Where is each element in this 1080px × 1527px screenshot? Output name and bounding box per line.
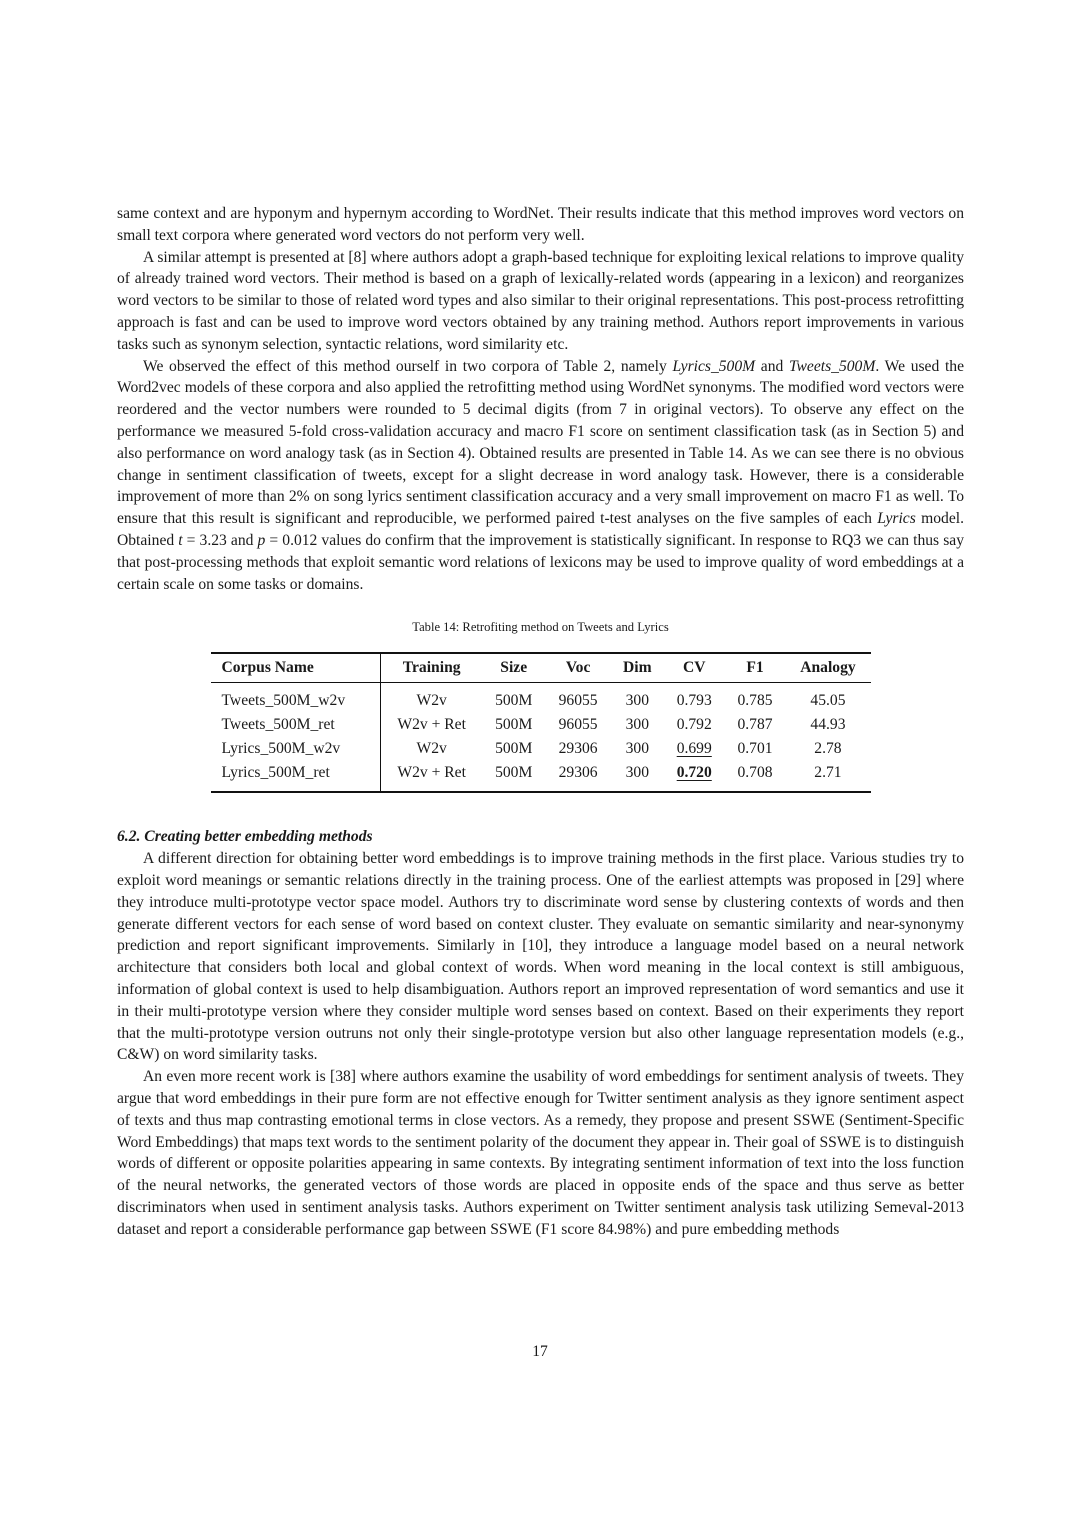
table-header-row <box>211 653 871 683</box>
table-row <box>211 713 871 737</box>
paragraph-continuation: same context and are hyponym and hypernym according to WordNet. Their results indicate that this method improves word vectors on small text corpora where generated word vectors do not perform very well. <box>117 205 964 244</box>
section-heading: 6.2. Creating better embedding methods <box>117 828 373 846</box>
cell-f1: 0.708 <box>737 764 773 782</box>
paragraph-better-methods: A different direction for obtaining better word embeddings is to improve training methods in the first place. Various studies try to exploit word meanings or semantic relations directly in the training process. One of the earliest attempts was proposed in [29] where they introduce multi-prototype vector space model. Authors try to discriminate word sense by clustering contexts of words and then generate different vectors for each sense of word based on context cluster. They evaluate on semantic similarity and near-synonymy prediction and report significant improvements. Similarly in [10], they introduce a language model based on a neural network architecture that considers both local and global context of words. When word meaning in the local context is still ambiguous, information of global context is used to help disambiguation. Authors report an improved representation of word semantics and use it in their multi-prototype version where they consider multiple word senses based on context. Based on their experiments they report that the multi-prototype version outruns not only their single-prototype version but also other language representation models (e.g., C&W) on word similarity tasks. <box>117 850 964 1064</box>
cell-training: W2v <box>416 740 447 758</box>
text-run: and <box>755 357 789 375</box>
header-corpus-name: Corpus Name <box>211 653 381 683</box>
cell-cv <box>664 761 725 792</box>
page-number: 17 <box>532 1343 548 1360</box>
p-variable: p <box>257 531 266 549</box>
cell-f1: 0.785 <box>737 692 773 710</box>
cell-training: W2v + Ret <box>397 716 466 734</box>
cell-dim: 300 <box>625 692 650 710</box>
paragraph-retrofitting-related-work: A similar attempt is presented at [8] where authors adopt a graph-based technique for exploiting lexical relations to improve quality of already trained word vectors. Their method is based on a graph of lexically-related words (appearing in a lexicon) and reorganizes word vectors to be similar to those of related word types and also similar to their original representations. This post-process retrofitting approach is fast and can be used to improve word vectors obtained by any training method. Authors report improvements in various tasks such as synonym selection, syntactic relations, word similarity etc. <box>117 248 964 353</box>
cell-analogy: 44.93 <box>810 716 846 734</box>
header-training: Training <box>402 659 461 677</box>
text-run: We observed the effect of this method ourself in two corpora of Table 2, namely <box>143 357 673 375</box>
cell-voc: 96055 <box>558 692 598 710</box>
cell-size: 500M <box>495 764 533 782</box>
header-size: Size <box>500 659 528 677</box>
cell-cv: 0.792 <box>676 716 712 734</box>
corpus-name-italic: Lyrics_500M <box>672 357 756 375</box>
model-name-italic: Lyrics <box>877 510 916 528</box>
cell-dim: 300 <box>625 764 650 782</box>
cell-dim: 300 <box>625 716 650 734</box>
cell-corpus-name: Tweets_500M_w2v <box>211 683 381 714</box>
cell-analogy: 2.71 <box>814 764 842 782</box>
header-f1: F1 <box>746 659 764 677</box>
header-analogy: Analogy <box>800 659 856 677</box>
table-row <box>211 761 871 792</box>
cell-cv <box>664 737 725 761</box>
text-run: . We used the Word2vec models of these corpora and also applied the retrofitting method using WordNet synonyms. The modified word vectors were reordered and the vector numbers were rounded to 5 decimal digits (from 7 in original vectors). To observe any effect on the performance we measured 5-fold cross-validation accuracy and macro F1 score on sentiment classification task (as in Section 5) and also performance on word analogy task (as in Section 4). Obtained results are presented in Table 14. As we can see there is no obvious change in sentiment classification of tweets, except for a slight decrease in word analogy task. However, there is a considerable improvement of more than 2% on song lyrics sentiment classification accuracy and a very small improvement on macro F1 as well. To ensure that this result is significant and reproducible, we performed paired t-test analyses on the five samples of each <box>117 357 964 528</box>
cv-underlined-value: 0.699 <box>676 740 712 758</box>
corpus-name-italic: Tweets_500M <box>789 357 876 375</box>
cell-size: 500M <box>495 692 533 710</box>
cell-voc: 29306 <box>558 740 598 758</box>
header-dim: Dim <box>623 659 652 677</box>
text-run: = 3.23 and <box>182 531 258 549</box>
cell-analogy: 45.05 <box>810 692 846 710</box>
header-voc: Voc <box>565 659 591 677</box>
table-caption: Table 14: Retrofiting method on Tweets and Lyrics <box>412 620 669 635</box>
cell-cv: 0.793 <box>676 692 712 710</box>
cell-corpus-name: Tweets_500M_ret <box>211 713 381 737</box>
page-body <box>117 203 964 1240</box>
text-run: model. Obtained <box>117 510 964 549</box>
cell-size: 500M <box>495 740 533 758</box>
table-row <box>211 683 871 714</box>
cell-f1: 0.701 <box>737 740 773 758</box>
cell-size: 500M <box>495 716 533 734</box>
cell-f1: 0.787 <box>737 716 773 734</box>
cell-voc: 29306 <box>558 764 598 782</box>
cell-voc: 96055 <box>558 716 598 734</box>
header-cv: CV <box>682 659 706 677</box>
paragraph-sswe: An even more recent work is [38] where authors examine the usability of word embeddings for sentiment analysis of tweets. They argue that word embeddings in their pure form are not effective enough for Twitter sentiment analysis as they ignore sentiment aspect of texts and thus map contrasting emotional terms in close vectors. As a remedy, they propose and present SSWE (Sentiment-Specific Word Embeddings) that maps text words to the sentiment polarity of the document they appear in. Their goal of SSWE is to distinguish words of different or opposite polarities appearing in same contexts. By integrating sentiment information of text into the loss function of the neural networks, the generated vectors of those words are placed in opposite ends of the space and thus serve as better discriminators when used in sentiment analysis tasks. Authors experiment on Twitter sentiment analysis task utilizing Semeval-2013 dataset and report a considerable performance gap between SSWE (F1 score 84.98%) and pure embedding methods <box>117 1068 964 1238</box>
paragraph-retrofitting-experiment <box>117 356 964 596</box>
cell-corpus-name: Lyrics_500M_ret <box>211 761 381 792</box>
cell-analogy: 2.78 <box>814 740 842 758</box>
cv-best-value: 0.720 <box>676 764 712 782</box>
table-row <box>211 737 871 761</box>
text-run: = 0.012 values do confirm that the improvement is statistically significant. In response to RQ3 we can thus say that post-processing methods that exploit semantic word relations of lexicons may be used to improve quality of word embeddings at a certain scale on some tasks or domains. <box>117 531 964 593</box>
cell-dim: 300 <box>625 740 650 758</box>
cell-training: W2v <box>416 692 447 710</box>
cell-corpus-name: Lyrics_500M_w2v <box>211 737 381 761</box>
results-table <box>211 652 871 793</box>
cell-training: W2v + Ret <box>397 764 466 782</box>
t-variable: t <box>178 531 183 549</box>
